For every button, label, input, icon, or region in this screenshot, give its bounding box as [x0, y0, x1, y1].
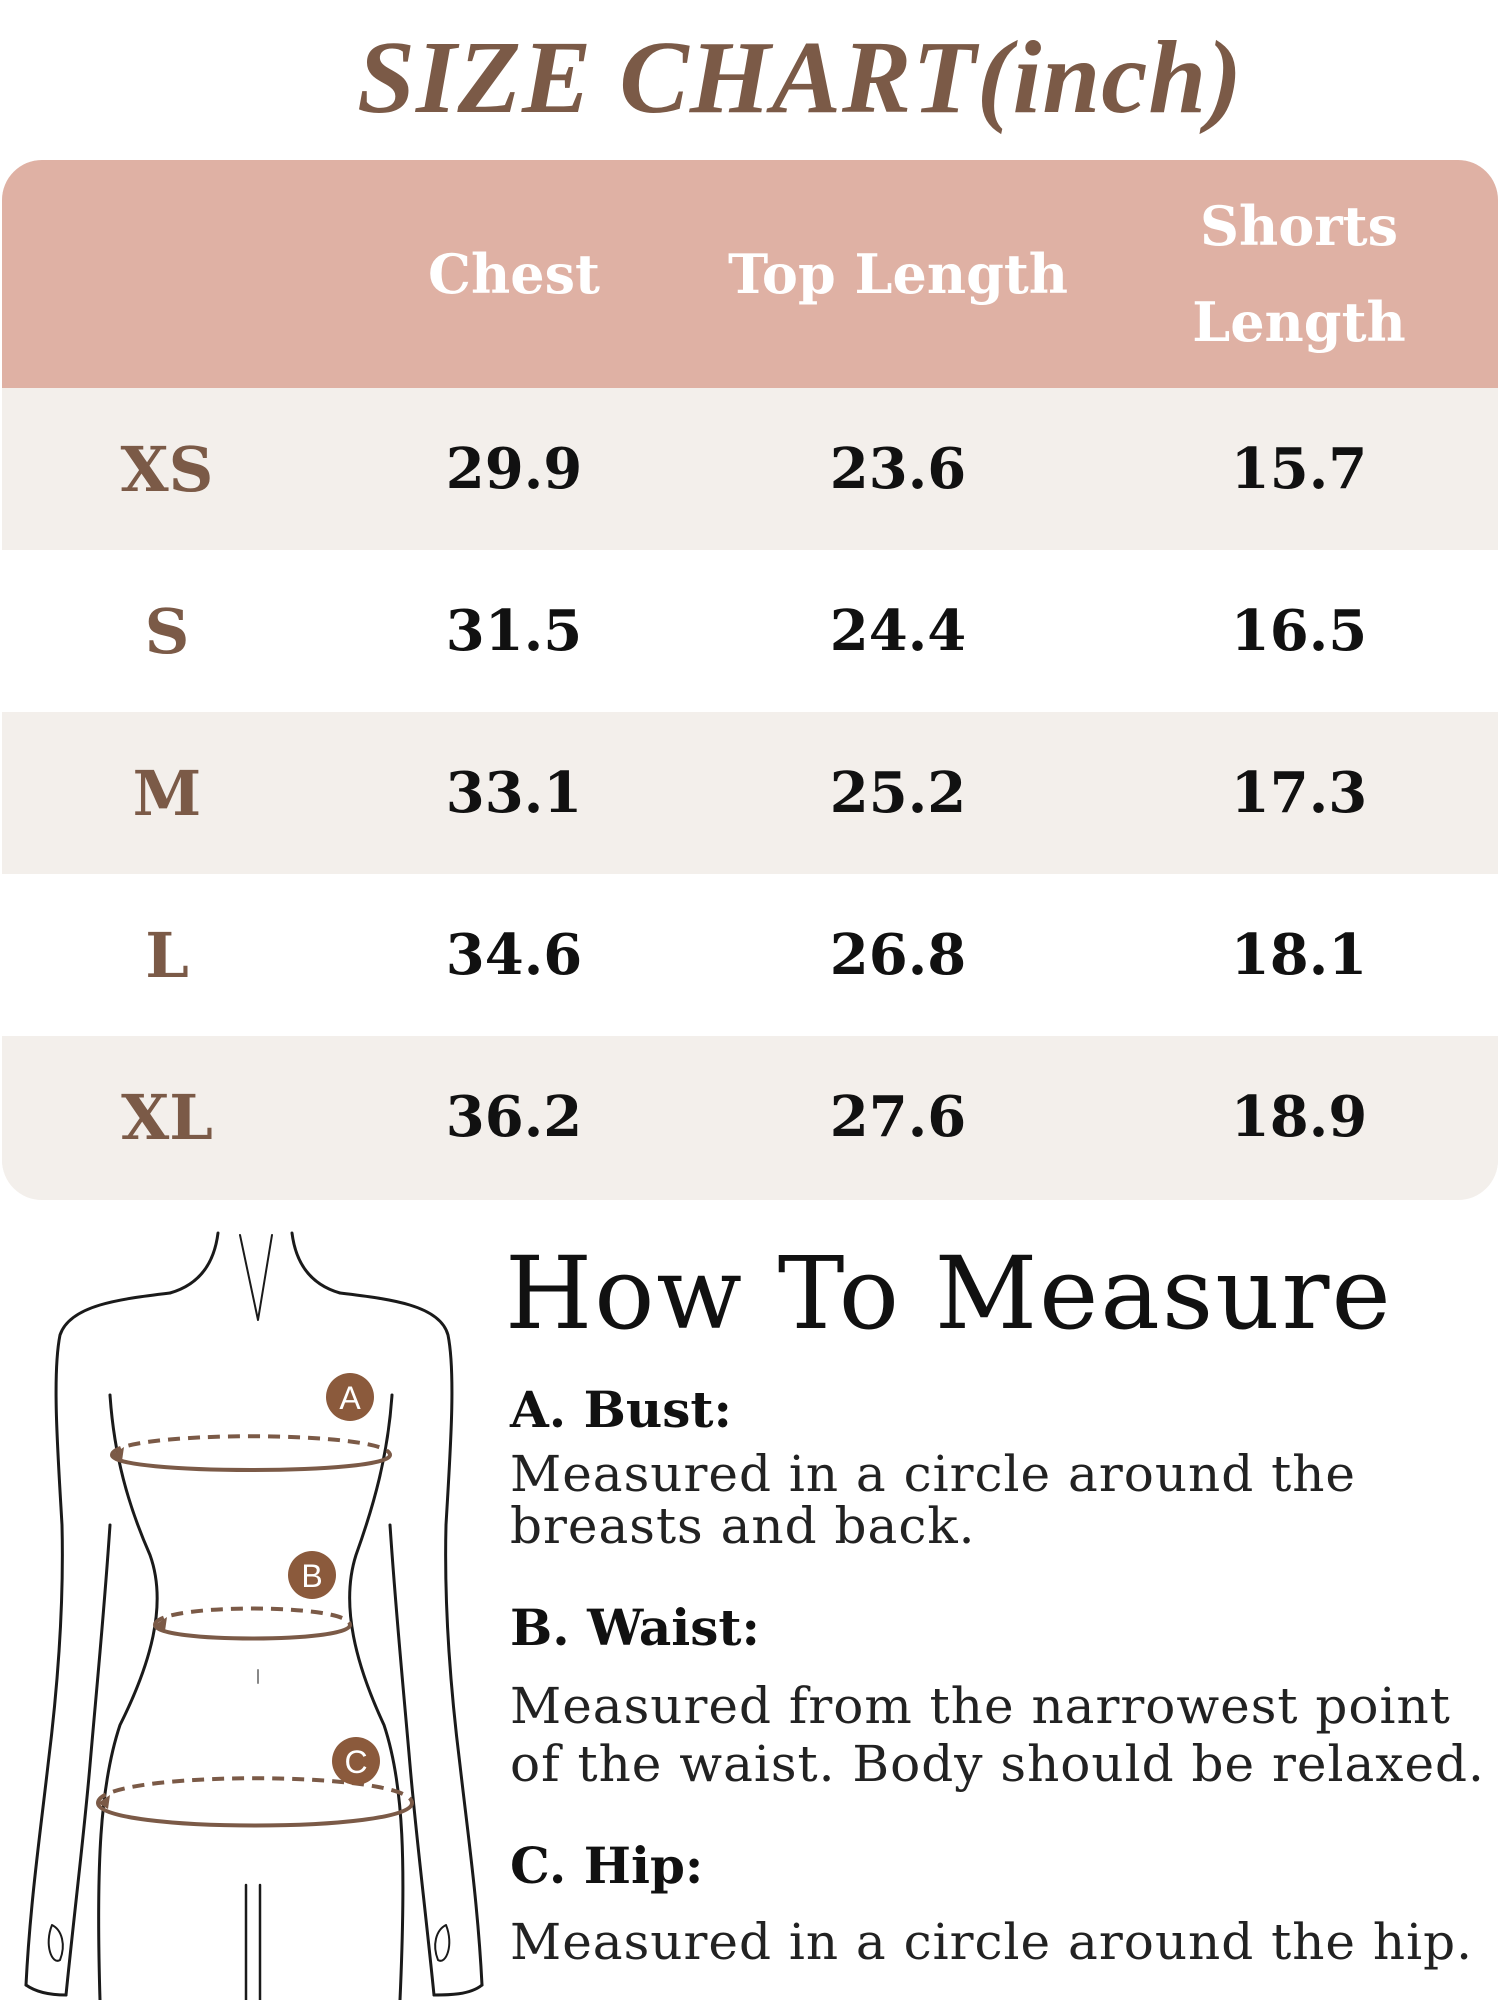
- shorts-length-cell: 16.5: [1230, 598, 1368, 664]
- header-shorts-label-line1: Shorts: [1199, 194, 1399, 258]
- table-row: [2, 1036, 1498, 1198]
- hip-description-line1: Measured in a circle around the hip.: [510, 1913, 1474, 1971]
- size-cell: XS: [120, 432, 214, 506]
- marker-c-label: C: [344, 1744, 368, 1780]
- chest-cell: 29.9: [445, 436, 583, 502]
- shorts-length-cell: 17.3: [1230, 760, 1368, 826]
- table-header: [2, 160, 1498, 388]
- chest-cell: 34.6: [445, 922, 583, 988]
- header-cell-chest: [332, 160, 696, 388]
- top-length-cell: 25.2: [829, 760, 967, 826]
- size-cell: L: [145, 918, 189, 992]
- marker-b-icon: [288, 1551, 336, 1599]
- header-cell-size: [2, 160, 332, 388]
- size-cell: M: [132, 756, 202, 830]
- bust-description-line1: Measured in a circle around the: [510, 1445, 1357, 1503]
- size-cell: S: [144, 594, 190, 668]
- header-shorts-label-line2: Length: [1192, 290, 1406, 354]
- header-top-length-label: Top Length: [727, 242, 1069, 306]
- top-length-cell: 24.4: [829, 598, 967, 664]
- marker-a-label: A: [339, 1380, 361, 1416]
- how-to-measure-title: How To Measure: [505, 1235, 1393, 1352]
- size-table: [2, 160, 1498, 1200]
- shorts-length-cell: 18.1: [1230, 922, 1368, 988]
- table-row: [2, 388, 1498, 550]
- marker-c-icon: [332, 1737, 380, 1785]
- top-length-cell: 23.6: [829, 436, 967, 502]
- header-chest-label: Chest: [428, 242, 600, 306]
- top-length-cell: 27.6: [829, 1084, 967, 1150]
- size-cell: XL: [121, 1080, 213, 1154]
- body-outline-illustration: [0, 1225, 500, 2000]
- shorts-length-cell: 18.9: [1230, 1084, 1368, 1150]
- table-row: [2, 550, 1498, 712]
- chest-cell: 33.1: [445, 760, 583, 826]
- hip-heading: C. Hip:: [510, 1836, 704, 1895]
- bust-description-line2: breasts and back.: [510, 1497, 976, 1555]
- waist-description-line2: of the waist. Body should be relaxed.: [510, 1735, 1485, 1793]
- top-length-cell: 26.8: [829, 922, 967, 988]
- header-cell-top-length: [696, 160, 1100, 388]
- marker-a-icon: [326, 1373, 374, 1421]
- chest-cell: 31.5: [445, 598, 583, 664]
- chest-cell: 36.2: [445, 1084, 583, 1150]
- bust-heading: A. Bust:: [510, 1380, 732, 1439]
- waist-description-line1: Measured from the narrowest point: [510, 1677, 1451, 1735]
- table-row: [2, 874, 1498, 1036]
- page-title: SIZE CHART(inch): [357, 20, 1243, 135]
- table-row: [2, 712, 1498, 874]
- shorts-length-cell: 15.7: [1230, 436, 1368, 502]
- marker-b-label: B: [301, 1558, 323, 1594]
- header-cell-shorts-length: [1100, 160, 1498, 388]
- waist-heading: B. Waist:: [510, 1598, 760, 1657]
